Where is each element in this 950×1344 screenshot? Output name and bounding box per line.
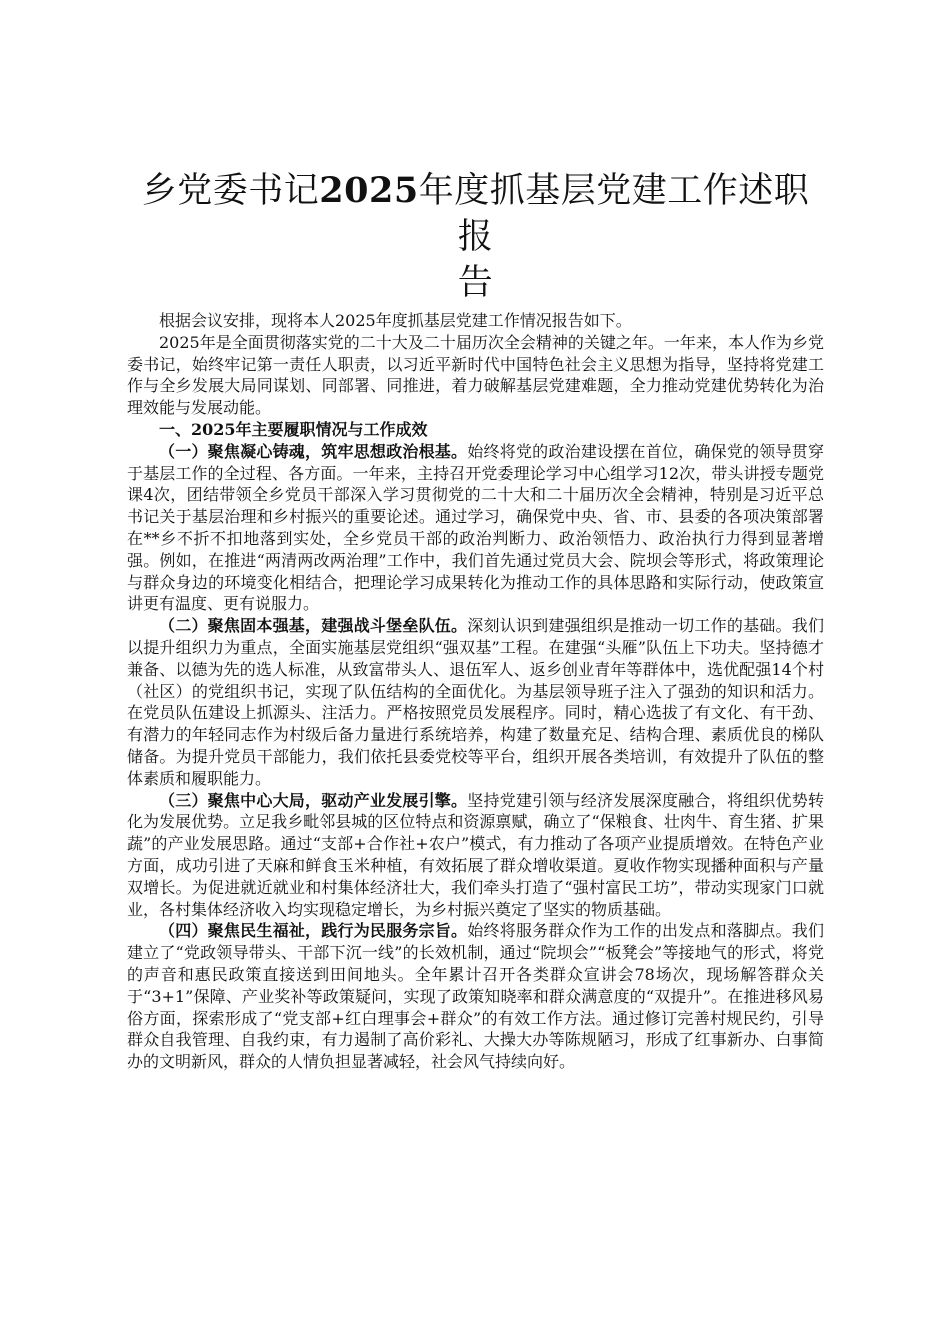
title-line-1 — [127, 168, 824, 260]
title-year: 2025 — [319, 170, 419, 211]
item-text-1: 始终将党的政治建设摆在首位，确保党的领导贯穿于基层工作的全过程、各方面。一年来，主持召开党委理论学习中心组学习12次，带头讲授专题党课4次，团结带领全乡党员干部深入学习贯彻党的二十大和二十届历次全会精神，特别是习近平总书记关于基层治理和乡村振兴的重要论述。通过学习，确保党中央、省、市、县委的各项决策部署在**乡不折不扣地落到实处，全乡党员干部的政治判断力、政治领悟力、政治执行力得到显著增强。例如，在推进“两清两改两治理”工作中，我们首先通过党员大会、院坝会等形式，将政策理论与群众身边的环境变化相结合，把理论学习成果转化为推动工作的具体思路和实际行动，使政策宣讲更有温度、更有说服力。 — [127, 441, 824, 614]
title-suffix: 年度抓基层党建工作述职报 — [418, 171, 810, 257]
item-paragraph-4 — [127, 920, 824, 1073]
item-lead-1: （一）聚焦凝心铸魂，筑牢思想政治根基。 — [159, 441, 468, 461]
item-lead-2: （二）聚焦固本强基，建强战斗堡垒队伍。 — [159, 616, 468, 636]
item-text-3: 坚持党建引领与经济发展深度融合，将组织优势转化为发展优势。立足我乡毗邻县城的区位特点和资源禀赋，确立了“保粮食、壮肉牛、育生猪、扩果蔬”的产业发展思路。通过“支部+合作社+农户”模式，有力推动了各项产业提质增效。在特色产业方面，成功引进了天麻和鲜食玉米种植，有效拓展了群众增收渠道。夏收作物实现播种面积与产量双增长。为促进就近就业和村集体经济壮大，我们牵头打造了“强村富民工坊”，带动实现家门口就业，各村集体经济收入均实现稳定增长，为乡村振兴奠定了坚实的物质基础。 — [127, 790, 824, 919]
item-paragraph-1 — [127, 441, 824, 615]
item-lead-3: （三）聚焦中心大局，驱动产业发展引擎。 — [159, 790, 468, 810]
document-title — [127, 168, 824, 306]
section-heading-1: 一、2025年主要履职情况与工作成效 — [159, 419, 428, 439]
overview-paragraph: 2025年是全面贯彻落实党的二十大及二十届历次全会精神的关键之年。一年来，本人作为乡党委书记，始终牢记第一责任人职责，以习近平新时代中国特色社会主义思想为指导，坚持将党建工作与全乡发展大局同谋划、同部署、同推进，着力破解基层党建难题，全力推动党建优势转化为治理效能与发展动能。 — [127, 332, 824, 418]
item-text-4: 始终将服务群众作为工作的出发点和落脚点。我们建立了“党政领导带头、干部下沉一线”的长效机制，通过“院坝会”“板凳会”等接地气的形式，将党的声音和惠民政策直接送到田间地头。全年累计召开各类群众宣讲会78场次，现场解答群众关于“3+1”保障、产业奖补等政策疑问，实现了政策知晓率和群众满意度的“双提升”。在推进移风易俗方面，探索形成了“党支部+红白理事会+群众”的有效工作方法。通过修订完善村规民约，引导群众自我管理、自我约束，有力遏制了高价彩礼、大操大办等陈规陋习，形成了红事新办、白事简办的文明新风，群众的人情负担显著减轻，社会风气持续向好。 — [127, 921, 824, 1072]
item-text-2: 深刻认识到建强组织是推动一切工作的基础。我们以提升组织力为重点，全面实施基层党组织“强双基”工程。在建强“头雁”队伍上下功夫。坚持德才兼备、以德为先的选人标准，从致富带头人、退伍军人、返乡创业青年等群体中，选优配强14个村（社区）的党组织书记，实现了队伍结构的全面优化。为基层领导班子注入了强劲的知识和活力。在党员队伍建设上抓源头、注活力。严格按照党员发展程序。同时，精心选拔了有文化、有干劲、有潜力的年轻同志作为村级后备力量进行系统培养，构建了数量充足、结构合理、素质优良的梯队储备。为提升党员干部能力，我们依托县委党校等平台，组织开展各类培训，有效提升了队伍的整体素质和履职能力。 — [127, 616, 824, 788]
document-body — [127, 310, 824, 1073]
item-paragraph-3 — [127, 790, 824, 921]
intro-paragraph: 根据会议安排，现将本人2025年度抓基层党建工作情况报告如下。 — [159, 311, 632, 330]
title-prefix: 乡党委书记 — [141, 171, 320, 211]
document-page — [127, 0, 824, 1073]
item-paragraph-2 — [127, 615, 824, 789]
title-line-2: 告 — [457, 263, 494, 303]
item-lead-4: （四）聚焦民生福祉，践行为民服务宗旨。 — [159, 921, 468, 941]
